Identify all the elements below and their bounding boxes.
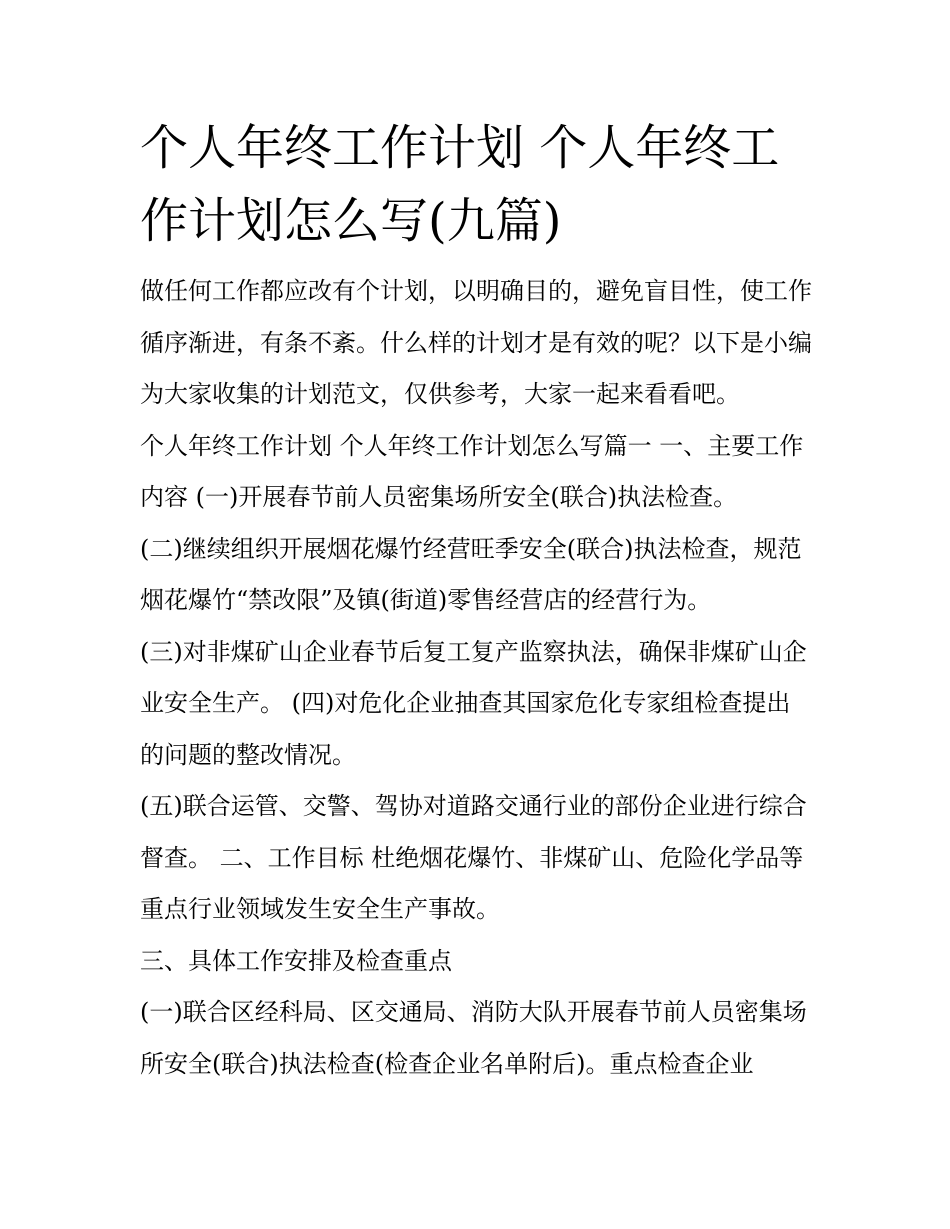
paragraph-section-three-item-one: (一)联合区经科局、区交通局、消防大队开展春节前人员密集场所安全(联合)执法检查(检查企业名单附后)。重点检查企业 bbox=[140, 998, 807, 1078]
paragraph-item-three-four: (三)对非煤矿山企业春节后复工复产监察执法，确保非煤矿山企业安全生产。 (四)对危化企业抽查其国家危化专家组检查提出的问题的整改情况。 bbox=[140, 637, 807, 769]
paragraph-section-three-heading: 三、具体工作安排及检查重点 bbox=[140, 946, 452, 975]
document-page bbox=[140, 112, 812, 1090]
paragraph-section-one: 个人年终工作计划 个人年终工作计划怎么写篇一 一、主要工作内容 (一)开展春节前人员密集场所安全(联合)执法检查。 bbox=[140, 431, 804, 511]
paragraph-item-five-goals: (五)联合运管、交警、驾协对道路交通行业的部份企业进行综合督查。 二、工作目标 杜绝烟花爆竹、非煤矿山、危险化学品等重点行业领域发生安全生产事故。 bbox=[140, 792, 807, 923]
paragraph-intro: 做任何工作都应改有个计划，以明确目的，避免盲目性，使工作循序渐进，有条不紊。什么样的计划才是有效的呢？以下是小编为大家收集的计划范文，仅供参考，大家一起来看看吧。 bbox=[140, 277, 812, 408]
document-title: 个人年终工作计划 个人年终工作计划怎么写(九篇) bbox=[140, 120, 780, 249]
paragraph-item-two: (二)继续组织开展烟花爆竹经营旺季安全(联合)执法检查，规范烟花爆竹“禁改限”及镇(街道)零售经营店的经营行为。 bbox=[140, 534, 802, 614]
